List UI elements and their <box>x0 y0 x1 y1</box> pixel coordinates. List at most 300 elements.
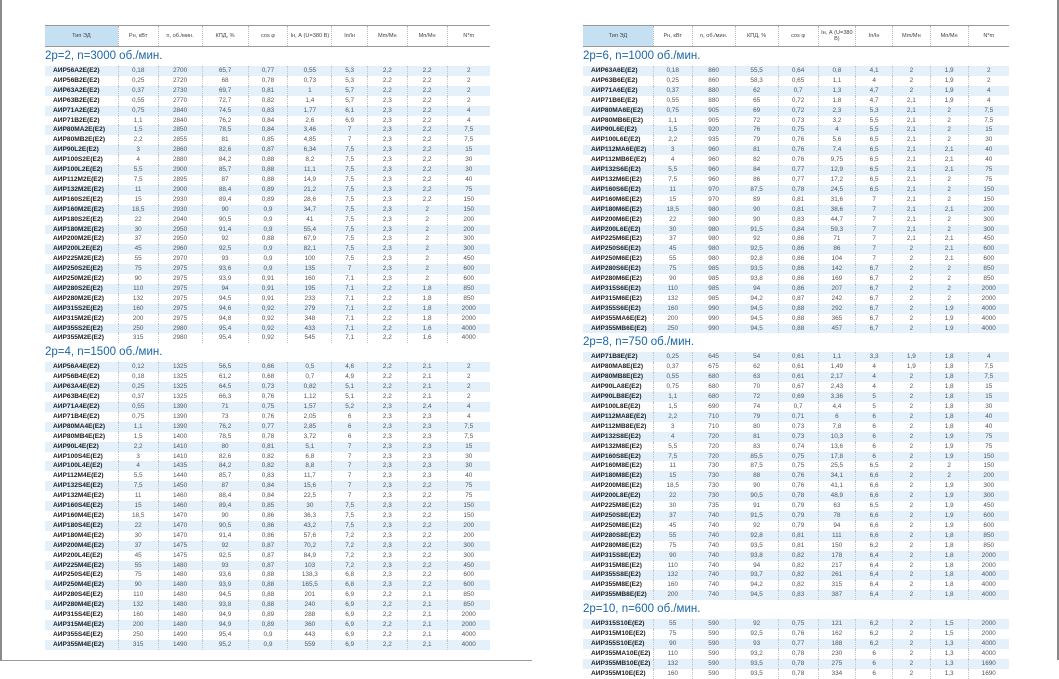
value-cell: 7 <box>856 215 893 225</box>
table-row <box>45 610 490 620</box>
value-cell: 13,6 <box>818 442 856 452</box>
value-cell: 0,78 <box>778 185 818 195</box>
value-cell: 1480 <box>158 561 202 571</box>
value-cell: 2 <box>892 442 930 452</box>
value-cell: 94,5 <box>735 324 778 334</box>
value-cell: 70 <box>735 382 778 392</box>
value-cell: 89,4 <box>202 501 248 511</box>
value-cell: 0,81 <box>778 541 818 551</box>
value-cell: 75 <box>447 481 490 491</box>
motor-type-cell: АИР225М6Е(Е2) <box>591 235 642 243</box>
value-cell: 40 <box>447 471 490 481</box>
table-row <box>583 541 1009 551</box>
motor-type-cell: АИР160S6Е(Е2) <box>583 185 653 195</box>
value-cell: 6,34 <box>288 145 332 155</box>
value-cell: 132 <box>653 659 692 669</box>
value-cell: 4 <box>447 402 490 412</box>
value-cell: 1490 <box>158 630 202 640</box>
value-cell: 2,2 <box>653 135 692 145</box>
value-cell: 675 <box>692 362 735 372</box>
value-cell: 0,12 <box>118 362 158 372</box>
value-cell: 2975 <box>158 284 202 294</box>
value-cell: 1,9 <box>930 452 968 462</box>
value-cell: 740 <box>692 561 735 571</box>
value-cell: 7,5 <box>447 432 490 442</box>
value-cell: 2 <box>892 432 930 442</box>
value-cell: 2,2 <box>407 76 447 86</box>
value-cell: 1,1 <box>818 76 856 86</box>
motor-type-cell: АИР71В4Е(Е2) <box>53 412 100 420</box>
value-cell: 7,1 <box>332 294 368 304</box>
motor-type-cell: АИР355М2Е(Е2) <box>53 334 104 342</box>
value-cell: 90 <box>735 215 778 225</box>
value-cell: 0,9 <box>248 225 288 235</box>
table-row <box>583 442 1009 452</box>
column-header: Iн, А (U=380 В) <box>288 26 332 47</box>
table-row <box>45 461 490 471</box>
value-cell: 1325 <box>158 372 202 382</box>
value-cell: 2720 <box>158 76 202 86</box>
value-cell: 2,1 <box>930 244 968 254</box>
value-cell: 730 <box>692 461 735 471</box>
value-cell: 0,87 <box>248 541 288 551</box>
table-row <box>45 185 490 195</box>
value-cell: 7 <box>332 481 368 491</box>
value-cell: 2,2 <box>407 511 447 521</box>
value-cell: 2,3 <box>367 442 407 452</box>
value-cell: 4,7 <box>856 86 893 96</box>
value-cell: 2930 <box>158 195 202 205</box>
value-cell: 6,2 <box>856 629 893 639</box>
motor-type-cell: АИР315М4Е(Е2) <box>45 620 118 630</box>
value-cell: 2 <box>892 66 930 76</box>
section-title: 2р=2, n=3000 об./мин. <box>45 47 490 67</box>
value-cell: 93,9 <box>202 274 248 284</box>
value-cell: 7 <box>332 471 368 481</box>
value-cell: 5,5 <box>856 116 893 126</box>
motor-type-cell: АИР200М6Е(Е2) <box>591 215 642 223</box>
value-cell: 300 <box>447 234 490 244</box>
value-cell: 92,5 <box>202 551 248 561</box>
table-row <box>583 432 1009 442</box>
value-cell: 970 <box>692 195 735 205</box>
value-cell: 0,37 <box>653 362 692 372</box>
value-cell: 90 <box>118 580 158 590</box>
value-cell: 850 <box>447 600 490 610</box>
value-cell: 2,1 <box>892 225 930 235</box>
value-cell: 2,1 <box>407 362 447 372</box>
value-cell: 85,7 <box>202 165 248 175</box>
motor-type-cell: АИР280S4Е(Е2) <box>53 591 103 599</box>
value-cell: 2,2 <box>407 165 447 175</box>
value-cell: 1,8 <box>818 96 856 106</box>
value-cell: 1,8 <box>930 531 968 541</box>
value-cell: 2 <box>892 372 930 382</box>
table-row <box>45 135 490 145</box>
value-cell: 6,6 <box>856 491 893 501</box>
value-cell: 15 <box>653 471 692 481</box>
column-header: n, об./мин. <box>158 26 202 47</box>
table-row <box>583 205 1009 215</box>
table-row <box>583 561 1009 571</box>
value-cell: 150 <box>968 461 1009 471</box>
value-cell: 17,8 <box>818 452 856 462</box>
value-cell: 201 <box>288 590 332 600</box>
motor-type-cell: АИР180М6Е(Е2) <box>583 205 653 215</box>
value-cell: 40 <box>968 145 1009 155</box>
value-cell: 6,7 <box>856 274 893 284</box>
value-cell: 920 <box>692 125 735 135</box>
value-cell: 55 <box>653 254 692 264</box>
value-cell: 75 <box>653 629 692 639</box>
value-cell: 3 <box>118 452 158 462</box>
value-cell: 2,2 <box>407 521 447 531</box>
value-cell: 34,1 <box>818 471 856 481</box>
value-cell: 71 <box>202 402 248 412</box>
motor-type-cell: АИР80МВ4Е(Е2) <box>53 432 106 440</box>
value-cell: 2,1 <box>407 392 447 402</box>
value-cell: 67,9 <box>288 234 332 244</box>
table-row <box>583 215 1009 225</box>
value-cell: 242 <box>818 294 856 304</box>
value-cell: 0,88 <box>778 314 818 324</box>
motor-type-cell: АИР160S2Е(Е2) <box>53 195 103 203</box>
value-cell: 11 <box>118 185 158 195</box>
table-row <box>45 274 490 284</box>
value-cell: 2000 <box>968 294 1009 304</box>
value-cell: 6,4 <box>856 570 893 580</box>
motor-type-cell: АИР180S4Е(Е2) <box>45 521 118 531</box>
value-cell: 315 <box>818 580 856 590</box>
value-cell: 7 <box>332 125 368 135</box>
value-cell: 450 <box>447 561 490 571</box>
value-cell: 680 <box>692 382 735 392</box>
table-row <box>45 432 490 442</box>
motor-type-cell: АИР280М6Е(Е2) <box>591 275 642 283</box>
motor-type-cell: АИР112МА8Е(Е2) <box>583 412 653 422</box>
value-cell: 450 <box>968 501 1009 511</box>
value-cell: 0,7 <box>778 86 818 96</box>
value-cell: 30 <box>968 135 1009 145</box>
value-cell: 2,2 <box>367 392 407 402</box>
value-cell: 0,73 <box>778 432 818 442</box>
value-cell: 1,9 <box>930 432 968 442</box>
value-cell: 0,88 <box>248 234 288 244</box>
value-cell: 2 <box>892 86 930 96</box>
value-cell: 92 <box>735 234 778 244</box>
value-cell: 94,2 <box>735 294 778 304</box>
motor-type-cell: АИР355М4Е(Е2) <box>45 640 118 650</box>
table-row <box>45 580 490 590</box>
value-cell: 188 <box>818 639 856 649</box>
value-cell: 7,5 <box>447 125 490 135</box>
table-row <box>45 195 490 205</box>
table-row <box>45 412 490 422</box>
value-cell: 2,3 <box>367 432 407 442</box>
value-cell: 11 <box>118 491 158 501</box>
value-cell: 4000 <box>968 324 1009 334</box>
value-cell: 93,5 <box>735 541 778 551</box>
value-cell: 5,7 <box>332 86 368 96</box>
motor-type-cell: АИР112МВ8Е(Е2) <box>591 422 647 430</box>
value-cell: 6,7 <box>856 284 893 294</box>
value-cell: 450 <box>968 234 1009 244</box>
value-cell: 2,1 <box>892 234 930 244</box>
value-cell: 0,88 <box>248 600 288 610</box>
value-cell: 2975 <box>158 274 202 284</box>
value-cell: 103 <box>288 561 332 571</box>
value-cell: 95,4 <box>202 630 248 640</box>
value-cell: 860 <box>692 76 735 86</box>
value-cell: 93 <box>735 639 778 649</box>
table-row <box>45 551 490 561</box>
value-cell: 24,5 <box>818 185 856 195</box>
motor-type-cell: АИР250S8Е(Е2) <box>583 511 653 521</box>
value-cell: 2,3 <box>367 570 407 580</box>
value-cell: 200 <box>968 471 1009 481</box>
value-cell: 2,1 <box>892 155 930 165</box>
value-cell: 4 <box>968 86 1009 96</box>
value-cell: 0,72 <box>778 96 818 106</box>
value-cell: 1,5 <box>653 125 692 135</box>
value-cell: 0,78 <box>248 76 288 86</box>
table-row <box>45 106 490 116</box>
table-row <box>45 155 490 165</box>
value-cell: 6 <box>856 442 893 452</box>
value-cell: 2,3 <box>367 412 407 422</box>
value-cell: 360 <box>288 620 332 630</box>
value-cell: 7,5 <box>332 225 368 235</box>
value-cell: 2,1 <box>407 590 447 600</box>
value-cell: 37 <box>118 541 158 551</box>
value-cell: 2950 <box>158 234 202 244</box>
table-row <box>45 86 490 96</box>
value-cell: 200 <box>653 314 692 324</box>
value-cell: 2 <box>930 116 968 126</box>
value-cell: 2,3 <box>407 442 447 452</box>
value-cell: 55,4 <box>288 225 332 235</box>
value-cell: 90 <box>202 511 248 521</box>
value-cell: 95,2 <box>202 640 248 650</box>
value-cell: 7,5 <box>447 422 490 432</box>
motor-type-cell: АИР80МВ6Е(Е2) <box>591 116 644 124</box>
value-cell: 1,1 <box>653 116 692 126</box>
value-cell: 720 <box>692 452 735 462</box>
value-cell: 132 <box>118 294 158 304</box>
value-cell: 5,1 <box>288 442 332 452</box>
value-cell: 93,2 <box>735 649 778 659</box>
value-cell: 0,66 <box>248 362 288 372</box>
value-cell: 0,82 <box>778 580 818 590</box>
motor-type-cell: АИР355S8Е(Е2) <box>583 570 653 580</box>
value-cell: 880 <box>692 96 735 106</box>
value-cell: 980 <box>692 254 735 264</box>
value-cell: 2,3 <box>367 135 407 145</box>
value-cell: 18,5 <box>118 205 158 215</box>
motor-type-cell: АИР100L2Е(Е2) <box>45 165 118 175</box>
value-cell: 0,88 <box>248 155 288 165</box>
value-cell: 0,92 <box>248 304 288 314</box>
value-cell: 645 <box>692 352 735 362</box>
value-cell: 2,1 <box>892 185 930 195</box>
value-cell: 2,1 <box>892 215 930 225</box>
value-cell: 160 <box>653 304 692 314</box>
value-cell: 6,9 <box>332 600 368 610</box>
value-cell: 2,2 <box>407 541 447 551</box>
value-cell: 990 <box>692 324 735 334</box>
value-cell: 0,7 <box>288 372 332 382</box>
value-cell: 2 <box>407 234 447 244</box>
value-cell: 2,1 <box>407 620 447 630</box>
value-cell: 165,5 <box>288 580 332 590</box>
value-cell: 217 <box>818 561 856 571</box>
value-cell: 7,5 <box>118 175 158 185</box>
table-row <box>45 481 490 491</box>
value-cell: 0,55 <box>288 66 332 76</box>
value-cell: 1,9 <box>930 76 968 86</box>
value-cell: 2,1 <box>892 125 930 135</box>
value-cell: 6,7 <box>856 304 893 314</box>
value-cell: 1,8 <box>407 304 447 314</box>
value-cell: 7,5 <box>968 106 1009 116</box>
value-cell: 1,3 <box>930 659 968 669</box>
value-cell: 4,7 <box>856 96 893 106</box>
table-body <box>583 47 1009 679</box>
value-cell: 2,1 <box>892 165 930 175</box>
value-cell: 2 <box>892 471 930 481</box>
value-cell: 37 <box>118 234 158 244</box>
value-cell: 93,7 <box>735 570 778 580</box>
table-row <box>583 412 1009 422</box>
value-cell: 2 <box>447 362 490 372</box>
value-cell: 1,49 <box>818 362 856 372</box>
value-cell: 0,87 <box>778 294 818 304</box>
value-cell: 2 <box>930 284 968 294</box>
motor-type-cell: АИР160М2Е(Е2) <box>45 205 118 215</box>
motor-type-cell: АИР80МА4Е(Е2) <box>45 422 118 432</box>
value-cell: 1,8 <box>930 382 968 392</box>
value-cell: 850 <box>968 264 1009 274</box>
value-cell: 8,8 <box>288 461 332 471</box>
value-cell: 93,5 <box>735 264 778 274</box>
value-cell: 600 <box>968 521 1009 531</box>
value-cell: 2 <box>447 372 490 382</box>
value-cell: 3,2 <box>818 116 856 126</box>
value-cell: 275 <box>818 659 856 669</box>
table-row <box>583 175 1009 185</box>
column-header: КПД, % <box>735 26 778 47</box>
motor-spec-table-right <box>583 25 1009 679</box>
value-cell: 2 <box>892 501 930 511</box>
value-cell: 4000 <box>447 640 490 650</box>
value-cell: 590 <box>692 639 735 649</box>
value-cell: 0,88 <box>248 580 288 590</box>
motor-type-cell: АИР100S2Е(Е2) <box>53 156 103 164</box>
value-cell: 18,5 <box>653 205 692 215</box>
value-cell: 15 <box>118 501 158 511</box>
value-cell: 0,25 <box>653 76 692 86</box>
value-cell: 45 <box>118 244 158 254</box>
section-header <box>583 333 1009 352</box>
value-cell: 2 <box>447 86 490 96</box>
value-cell: 1,6 <box>407 324 447 334</box>
value-cell: 2,1 <box>407 600 447 610</box>
value-cell: 2 <box>930 264 968 274</box>
value-cell: 2,3 <box>367 531 407 541</box>
value-cell: 590 <box>692 629 735 639</box>
value-cell: 0,75 <box>248 402 288 412</box>
value-cell: 590 <box>692 669 735 679</box>
table-row <box>45 304 490 314</box>
table-row <box>583 125 1009 135</box>
value-cell: 92,5 <box>202 244 248 254</box>
value-cell: 0,83 <box>778 590 818 600</box>
value-cell: 2 <box>930 294 968 304</box>
value-cell: 6,2 <box>856 619 893 629</box>
value-cell: 91,5 <box>735 225 778 235</box>
value-cell: 162 <box>818 629 856 639</box>
value-cell: 84,2 <box>202 461 248 471</box>
value-cell: 92,8 <box>735 254 778 264</box>
value-cell: 0,18 <box>653 66 692 76</box>
value-cell: 7 <box>332 442 368 452</box>
value-cell: 5 <box>856 392 893 402</box>
value-cell: 2 <box>968 76 1009 86</box>
value-cell: 2,17 <box>818 372 856 382</box>
value-cell: 2,3 <box>367 511 407 521</box>
value-cell: 6,5 <box>856 175 893 185</box>
column-header: Тип ЭД <box>583 26 653 47</box>
value-cell: 2,2 <box>407 66 447 76</box>
value-cell: 0,86 <box>778 274 818 284</box>
value-cell: 720 <box>692 432 735 442</box>
value-cell: 2,1 <box>407 372 447 382</box>
value-cell: 1,9 <box>930 314 968 324</box>
value-cell: 7,5 <box>332 185 368 195</box>
value-cell: 5,5 <box>118 471 158 481</box>
value-cell: 91,4 <box>202 531 248 541</box>
value-cell: 3 <box>118 145 158 155</box>
value-cell: 94,8 <box>202 314 248 324</box>
value-cell: 2,1 <box>930 165 968 175</box>
table-row <box>45 570 490 580</box>
value-cell: 87,5 <box>735 461 778 471</box>
table-row <box>45 165 490 175</box>
value-cell: 1,3 <box>930 669 968 679</box>
value-cell: 980 <box>692 244 735 254</box>
value-cell: 55 <box>653 531 692 541</box>
value-cell: 1400 <box>158 432 202 442</box>
value-cell: 0,76 <box>778 629 818 639</box>
motor-type-cell: АИР315S10Е(Е2) <box>583 619 653 629</box>
value-cell: 84 <box>735 165 778 175</box>
value-cell: 2 <box>930 125 968 135</box>
value-cell: 0,88 <box>248 570 288 580</box>
value-cell: 132 <box>118 600 158 610</box>
table-row <box>583 629 1009 639</box>
value-cell: 30 <box>118 225 158 235</box>
value-cell: 93,6 <box>202 264 248 274</box>
motor-type-cell: АИР100S4Е(Е2) <box>53 452 103 460</box>
motor-type-cell: АИР355МА10Е(Е2) <box>591 649 651 657</box>
value-cell: 90 <box>735 481 778 491</box>
table-row <box>45 521 490 531</box>
value-cell: 300 <box>447 244 490 254</box>
value-cell: 0,55 <box>118 402 158 412</box>
value-cell: 40 <box>968 155 1009 165</box>
value-cell: 0,86 <box>778 254 818 264</box>
table-row <box>45 402 490 412</box>
